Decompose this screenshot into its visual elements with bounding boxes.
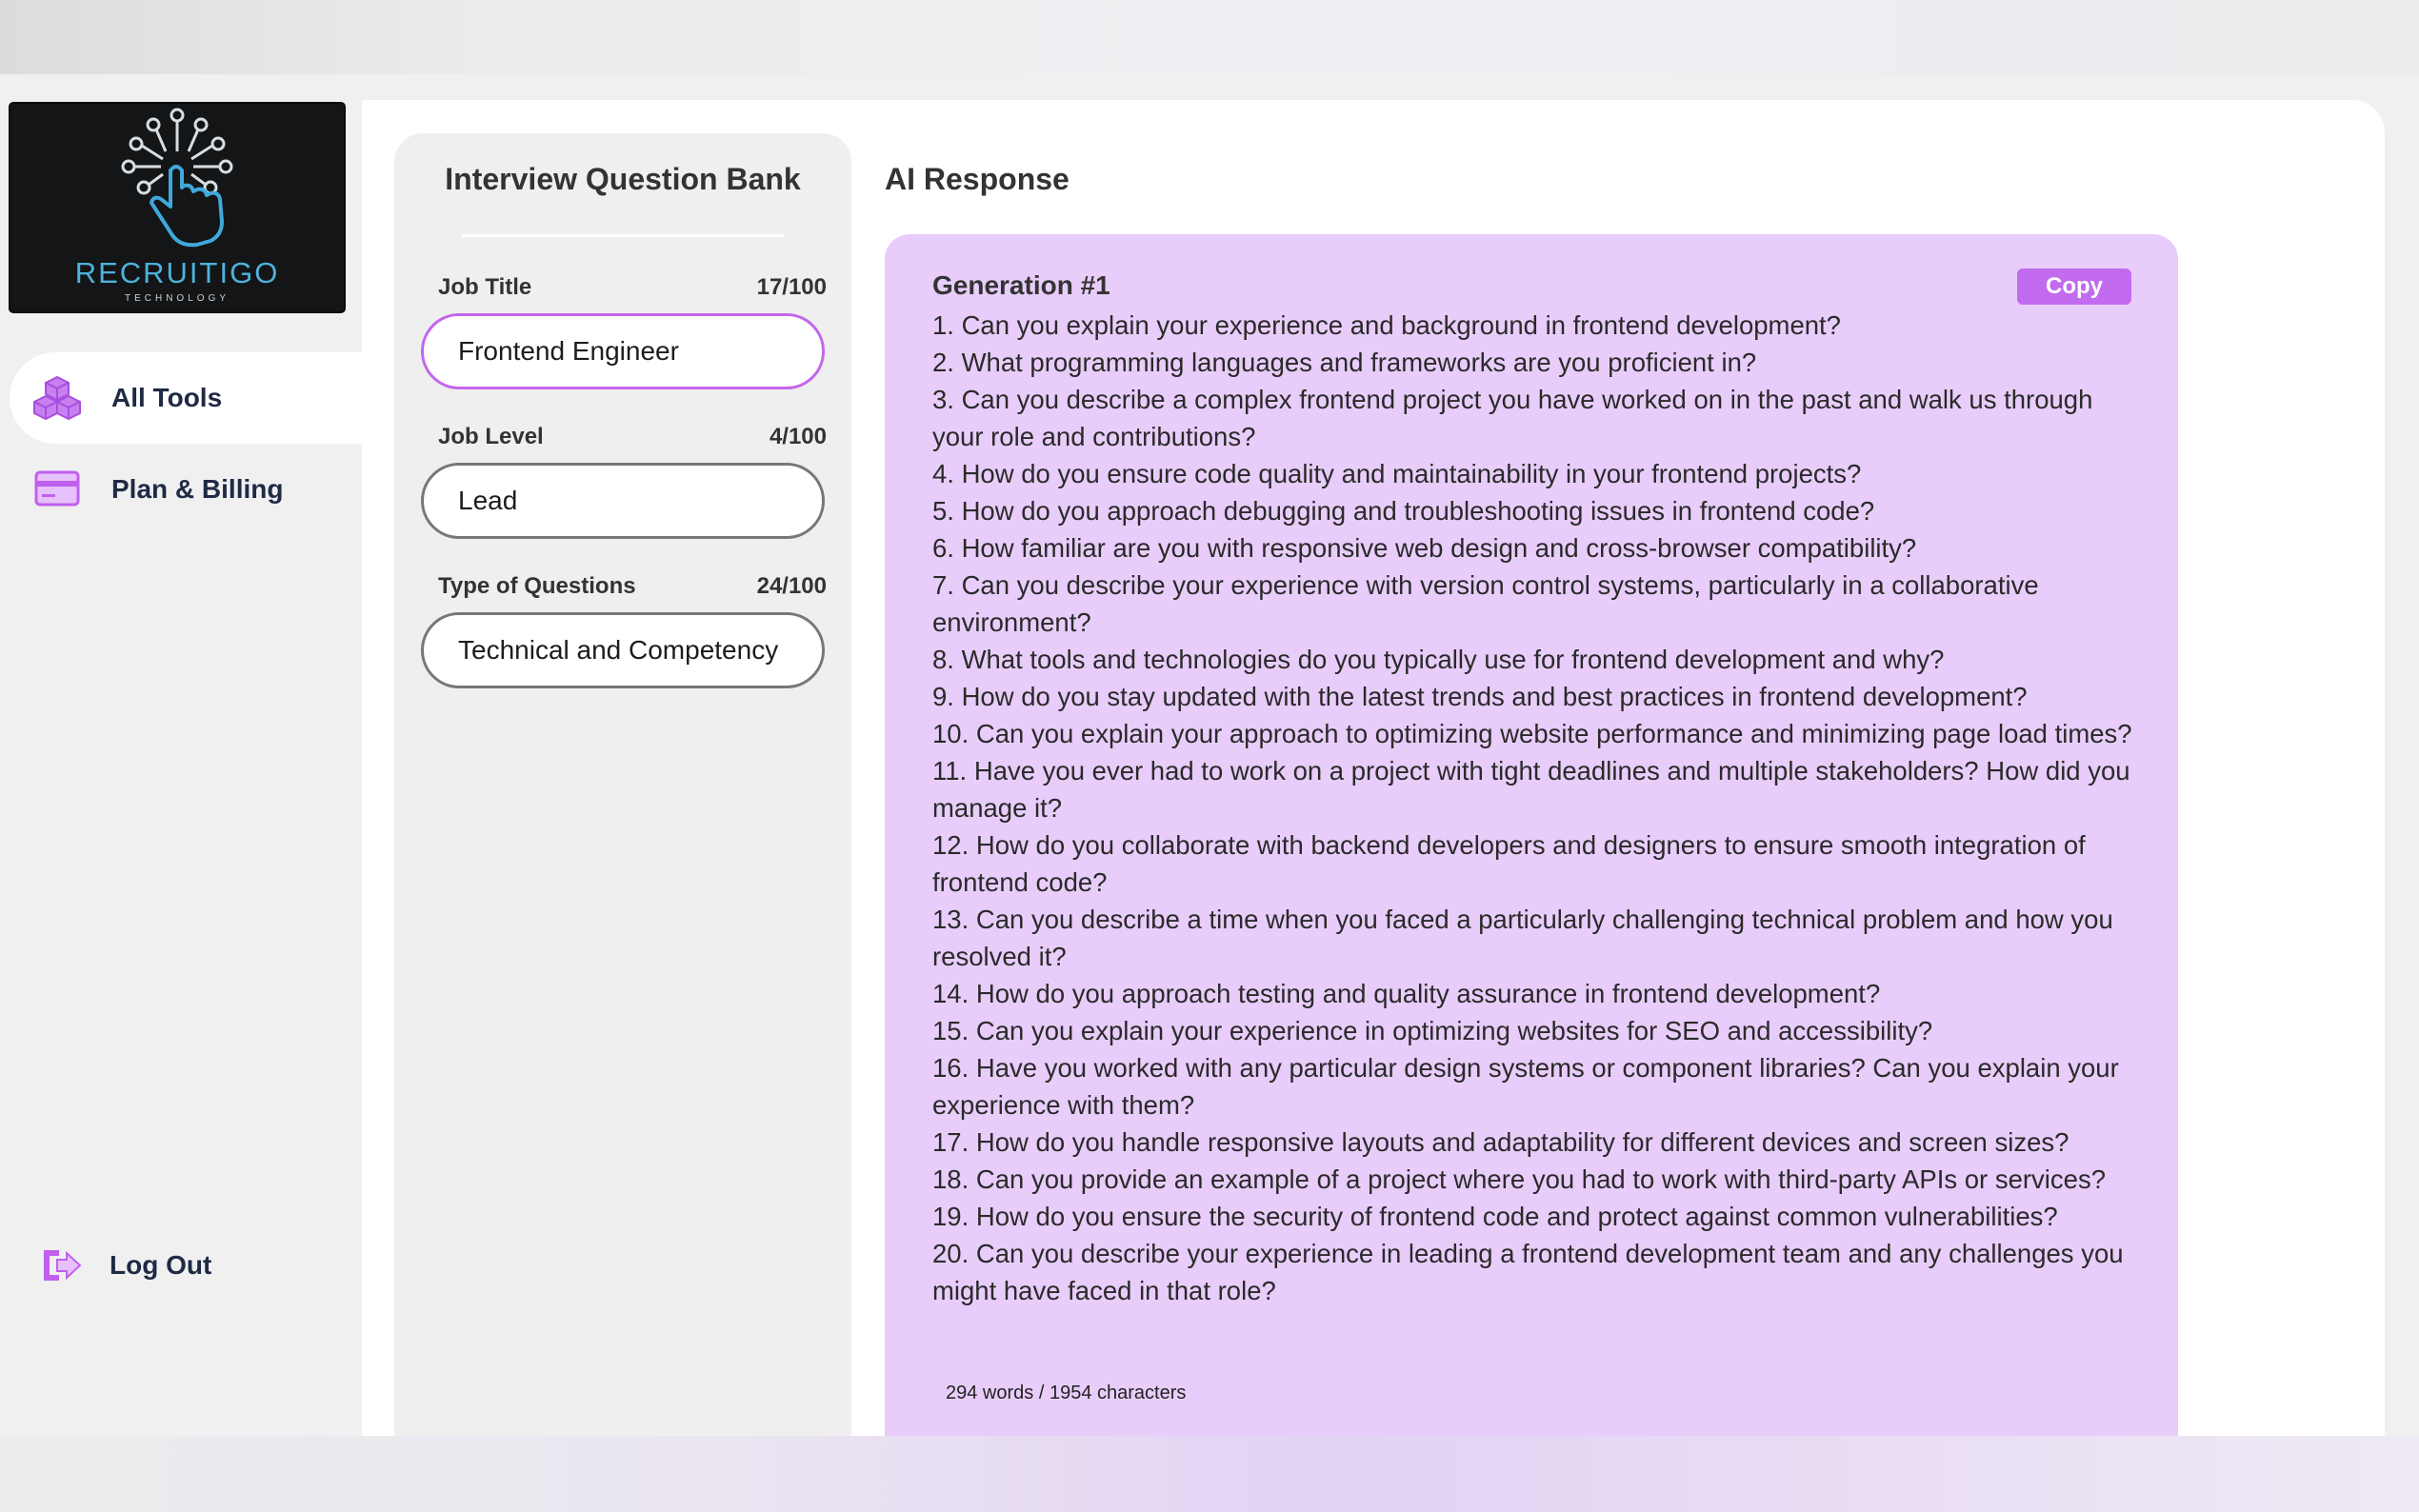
logout-icon <box>38 1243 88 1288</box>
form-divider <box>461 234 785 237</box>
question-item: 8. What tools and technologies do you typically use for frontend development and why? <box>932 645 1945 674</box>
question-item: 11. Have you ever had to work on a project with tight deadlines and multiple stakeholders? How did you manage it? <box>932 756 2130 823</box>
job-level-input[interactable]: Lead <box>421 463 825 539</box>
logo-tagline: TECHNOLOGY <box>124 293 230 304</box>
nav-item-all-tools[interactable] <box>10 352 362 444</box>
question-type-input[interactable]: Technical and Competency <box>421 612 825 688</box>
logout-label: Log Out <box>110 1250 212 1280</box>
job-title-label: Job Title <box>438 274 532 300</box>
cubes-icon <box>32 375 82 421</box>
question-item: 17. How do you handle responsive layouts and adaptability for different devices and screen sizes? <box>932 1127 2069 1157</box>
question-item: 2. What programming languages and frameworks are you proficient in? <box>932 348 1757 377</box>
question-item: 18. Can you provide an example of a project where you had to work with third-party APIs or services? <box>932 1164 2107 1194</box>
ai-response-title: AI Response <box>885 162 1070 196</box>
question-item: 16. Have you worked with any particular design systems or component libraries? Can you explain your experience with them? <box>932 1053 2119 1120</box>
ai-response-box <box>885 234 2178 1436</box>
question-item: 14. How do you approach testing and quality assurance in frontend development? <box>932 979 1881 1008</box>
nav-label-plan-billing: Plan & Billing <box>111 474 284 504</box>
job-title-counter: 17/100 <box>756 274 827 300</box>
logout-button[interactable] <box>10 1220 362 1311</box>
question-list <box>932 307 2142 1309</box>
window-top-strip <box>0 0 2419 74</box>
question-item: 15. Can you explain your experience in optimizing websites for SEO and accessibility? <box>932 1016 1933 1045</box>
nav-item-plan-billing[interactable] <box>10 444 362 535</box>
question-item: 20. Can you describe your experience in leading a frontend development team and any challenges you might have faced in that role? <box>932 1239 2124 1305</box>
question-item: 4. How do you ensure code quality and maintainability in your frontend projects? <box>932 459 1862 488</box>
question-item: 19. How do you ensure the security of frontend code and protect against common vulnerabilities? <box>932 1202 2058 1231</box>
sidebar <box>0 74 362 1436</box>
nav-label-all-tools: All Tools <box>111 383 223 412</box>
copy-button[interactable]: Copy <box>2017 269 2131 305</box>
recruitigo-logo[interactable] <box>10 104 344 311</box>
question-item: 7. Can you describe your experience with version control systems, particularly in a collaborative environment? <box>932 570 2039 637</box>
form-title: Interview Question Bank <box>445 162 801 196</box>
question-item: 1. Can you explain your experience and background in frontend development? <box>932 310 1841 340</box>
credit-card-icon <box>32 467 82 512</box>
word-count: 294 words / 1954 characters <box>946 1383 1187 1403</box>
question-item: 10. Can you explain your approach to optimizing website performance and minimizing page load times? <box>932 719 2132 748</box>
window-bottom-strip <box>0 1436 2419 1512</box>
question-item: 12. How do you collaborate with backend developers and designers to ensure smooth integration of frontend code? <box>932 830 2086 897</box>
logo-name: RECRUITIGO <box>74 256 280 289</box>
question-item: 3. Can you describe a complex frontend project you have worked on in the past and walk us through your role and contributions? <box>932 385 2093 451</box>
question-item: 9. How do you stay updated with the latest trends and best practices in frontend development? <box>932 682 2028 711</box>
job-title-input[interactable]: Frontend Engineer <box>421 313 825 389</box>
question-item: 5. How do you approach debugging and troubleshooting issues in frontend code? <box>932 496 1875 526</box>
question-type-label: Type of Questions <box>438 573 636 599</box>
circuit-hand-icon <box>10 104 344 256</box>
question-type-counter: 24/100 <box>756 573 827 599</box>
question-item: 13. Can you describe a time when you faced a particularly challenging technical problem and how you resolved it? <box>932 905 2113 971</box>
job-level-counter: 4/100 <box>769 424 827 449</box>
question-item: 6. How familiar are you with responsive web design and cross-browser compatibility? <box>932 533 1917 563</box>
job-level-label: Job Level <box>438 424 544 449</box>
question-bank-form <box>394 133 851 1436</box>
generation-title: Generation #1 <box>932 270 1110 300</box>
